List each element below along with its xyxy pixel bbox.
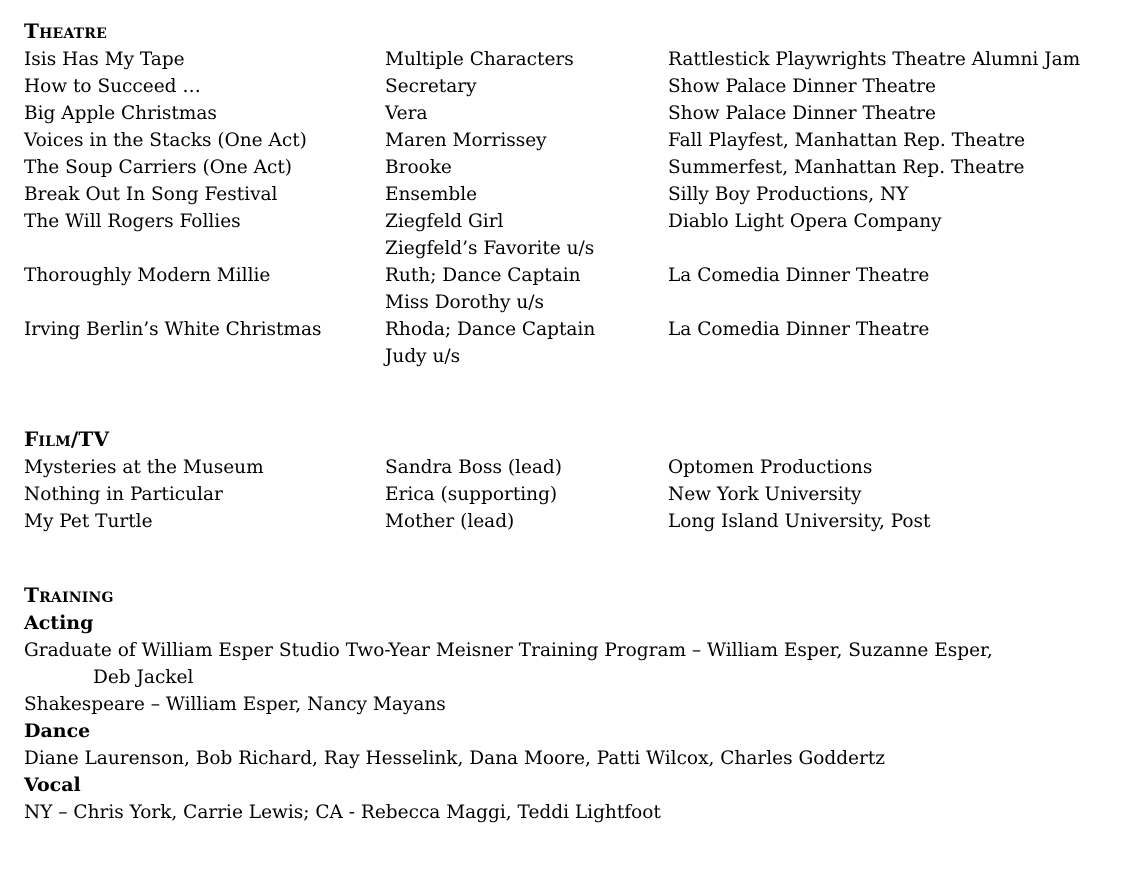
credit-row bbox=[24, 316, 1114, 370]
credit-role bbox=[385, 46, 574, 73]
credit-role-line: Brooke bbox=[385, 157, 452, 178]
film-tv-credits-list bbox=[24, 454, 1114, 535]
credit-role bbox=[385, 208, 594, 262]
credit-role-line: Mother (lead) bbox=[385, 511, 515, 532]
credit-role bbox=[385, 73, 477, 100]
acting-esper-line: Graduate of William Esper Studio Two-Year Meisner Training Program – William Esper, Suzanne Esper, bbox=[24, 640, 993, 661]
theatre-section bbox=[24, 16, 1114, 370]
vocal-subheading: Vocal bbox=[24, 774, 81, 796]
credit-role-line: Ziegfeld Girl bbox=[385, 211, 504, 232]
credit-venue: Silly Boy Productions, NY bbox=[668, 184, 909, 205]
credit-row bbox=[24, 508, 1114, 535]
credit-role bbox=[385, 127, 547, 154]
credit-row bbox=[24, 454, 1114, 481]
credit-role bbox=[385, 454, 562, 481]
credit-venue: Rattlestick Playwrights Theatre Alumni Jam bbox=[668, 49, 1081, 70]
credit-role-line: Maren Morrissey bbox=[385, 130, 547, 151]
dance-subheading: Dance bbox=[24, 720, 91, 742]
training-section bbox=[24, 580, 1114, 826]
credit-role bbox=[385, 154, 452, 181]
credit-role-line: Sandra Boss (lead) bbox=[385, 457, 562, 478]
credit-role-line: Miss Dorothy u/s bbox=[385, 292, 545, 313]
credit-role-line: Vera bbox=[385, 103, 428, 124]
credit-row bbox=[24, 181, 1114, 208]
credit-role-line: Erica (supporting) bbox=[385, 484, 558, 505]
credit-title: My Pet Turtle bbox=[24, 511, 153, 532]
credit-row bbox=[24, 154, 1114, 181]
dance-teachers-line: Diane Laurenson, Bob Richard, Ray Hesselink, Dana Moore, Patti Wilcox, Charles Goddertz bbox=[24, 748, 886, 769]
credit-row bbox=[24, 73, 1114, 100]
credit-row bbox=[24, 208, 1114, 262]
film-tv-section bbox=[24, 424, 1114, 535]
credit-role bbox=[385, 508, 514, 535]
credit-venue: Show Palace Dinner Theatre bbox=[668, 103, 936, 124]
credit-title: Irving Berlin’s White Christmas bbox=[24, 319, 322, 340]
credit-title: Big Apple Christmas bbox=[24, 103, 217, 124]
credit-title: Nothing in Particular bbox=[24, 484, 223, 505]
credit-role-line: Secretary bbox=[385, 76, 477, 97]
credit-title: Voices in the Stacks (One Act) bbox=[24, 130, 307, 151]
credit-role-line: Ruth; Dance Captain bbox=[385, 265, 581, 286]
credit-row bbox=[24, 481, 1114, 508]
credit-title: Thoroughly Modern Millie bbox=[24, 265, 271, 286]
credit-title: Break Out In Song Festival bbox=[24, 184, 278, 205]
theatre-heading: Theatre bbox=[24, 19, 108, 43]
credit-role bbox=[385, 262, 581, 316]
credit-title: The Soup Carriers (One Act) bbox=[24, 157, 292, 178]
credit-role-line: Rhoda; Dance Captain bbox=[385, 319, 596, 340]
credit-role-line: Ensemble bbox=[385, 184, 478, 205]
credit-title: The Will Rogers Follies bbox=[24, 211, 241, 232]
credit-row bbox=[24, 100, 1114, 127]
credit-role bbox=[385, 100, 427, 127]
resume-document bbox=[24, 16, 1114, 826]
credit-role-line: Ziegfeld’s Favorite u/s bbox=[385, 238, 595, 259]
credit-role-line: Multiple Characters bbox=[385, 49, 574, 70]
credit-venue: New York University bbox=[668, 484, 862, 505]
acting-esper-line-continued: Deb Jackel bbox=[93, 667, 194, 688]
credit-venue: Summerfest, Manhattan Rep. Theatre bbox=[668, 157, 1025, 178]
vocal-teachers-line: NY – Chris York, Carrie Lewis; CA - Rebecca Maggi, Teddi Lightfoot bbox=[24, 802, 661, 823]
credit-venue: La Comedia Dinner Theatre bbox=[668, 265, 930, 286]
credit-title: Mysteries at the Museum bbox=[24, 457, 264, 478]
acting-subheading: Acting bbox=[24, 612, 94, 634]
credit-row bbox=[24, 127, 1114, 154]
credit-venue: Show Palace Dinner Theatre bbox=[668, 76, 936, 97]
film-tv-heading: Film/TV bbox=[24, 427, 110, 451]
credit-role bbox=[385, 481, 557, 508]
credit-venue: Optomen Productions bbox=[668, 457, 873, 478]
credit-row bbox=[24, 262, 1114, 316]
credit-title: Isis Has My Tape bbox=[24, 49, 185, 70]
credit-role-line: Judy u/s bbox=[385, 346, 461, 367]
credit-venue: Diablo Light Opera Company bbox=[668, 211, 942, 232]
credit-role bbox=[385, 181, 477, 208]
credit-role bbox=[385, 316, 595, 370]
credit-venue: Fall Playfest, Manhattan Rep. Theatre bbox=[668, 130, 1026, 151]
training-heading: Training bbox=[24, 583, 114, 607]
theatre-credits-list bbox=[24, 46, 1114, 370]
acting-shakespeare-line: Shakespeare – William Esper, Nancy Mayans bbox=[24, 694, 446, 715]
credit-venue: La Comedia Dinner Theatre bbox=[668, 319, 930, 340]
credit-title: How to Succeed … bbox=[24, 76, 201, 97]
credit-row bbox=[24, 46, 1114, 73]
credit-venue: Long Island University, Post bbox=[668, 511, 931, 532]
